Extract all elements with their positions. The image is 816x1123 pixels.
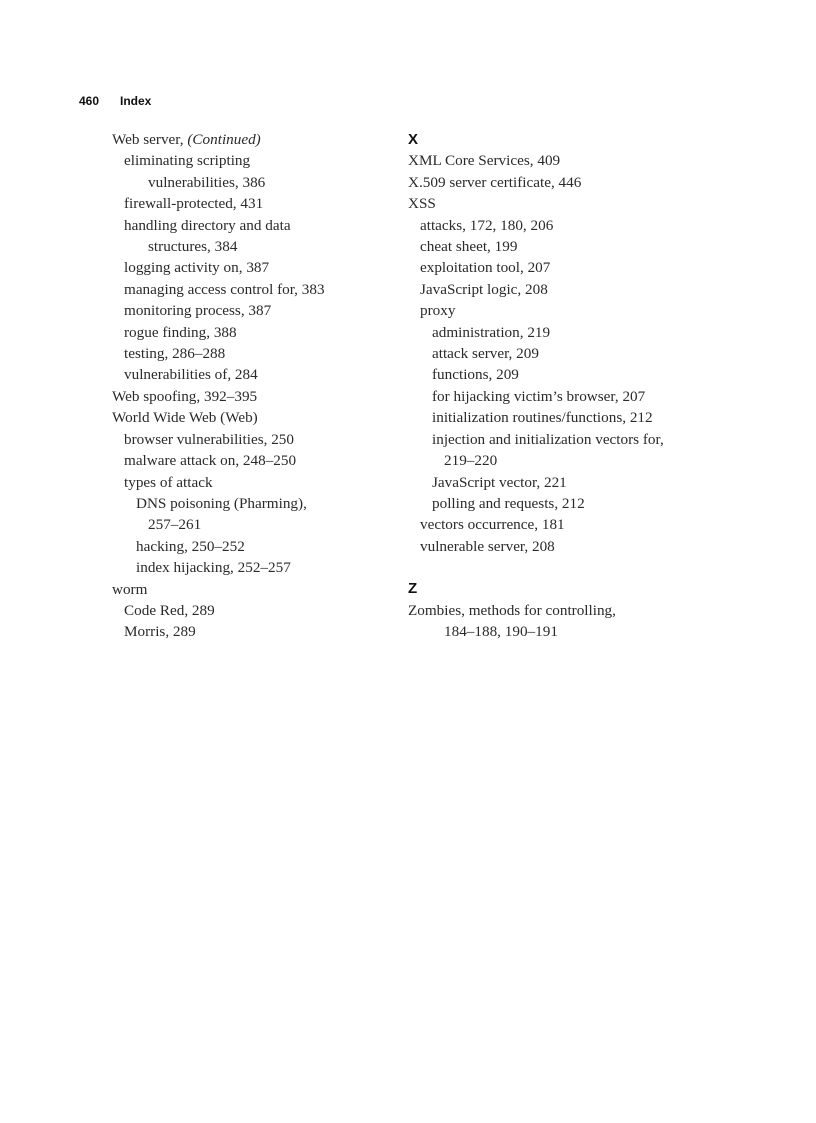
index-entry [112,621,382,642]
page-number: 460 [79,94,100,108]
index-entry-text: worm [112,580,148,598]
index-entry [408,472,708,493]
index-entry-text: eliminating scripting [124,152,251,170]
index-entry [408,236,708,257]
index-entry [112,150,382,171]
index-entry-text: firewall-protected, 431 [124,195,264,213]
index-entry [112,407,382,428]
index-entry [112,279,382,300]
index-entry-text: attacks, 172, 180, 206 [420,216,554,234]
index-entry-text: vulnerable server, 208 [420,537,555,555]
index-entry [408,364,708,385]
index-entry [112,386,382,407]
index-entry [408,172,708,193]
index-letter-heading: X [408,131,419,148]
index-entry-text: functions, 209 [432,366,519,384]
index-entry [408,429,708,450]
index-entry-text: proxy [420,302,456,320]
index-entry [408,536,708,557]
index-entry [408,215,708,236]
index-entry [408,450,708,471]
index-entry [408,493,708,514]
index-entry [408,621,708,642]
index-entry [112,557,382,578]
index-letter-heading: Z [408,580,418,598]
index-entry [112,429,382,450]
index-entry-text: attack server, 209 [432,345,539,363]
index-entry-text: managing access control for, 383 [124,280,325,298]
running-head [79,94,151,108]
index-entry-text: X.509 server certificate, 446 [408,173,582,191]
index-entry-text: handling directory and data [124,216,291,234]
index-entry-text: World Wide Web (Web) [112,409,258,427]
index-entry [112,343,382,364]
index-entry [112,364,382,385]
index-entry-text: Zombies, methods for controlling, [408,601,616,619]
index-entry [408,150,708,171]
index-entry-continued: (Continued) [187,131,261,148]
index-entry-text: JavaScript logic, 208 [420,280,548,298]
z-section-entries [408,600,708,643]
index-entry [112,215,382,236]
index-entry-text: 257–261 [148,516,202,534]
index-entry [112,257,382,278]
index-entry [112,579,382,600]
index-entry-text: testing, 286–288 [124,345,226,363]
index-entry [112,193,382,214]
index-entry-text: 184–188, 190–191 [444,622,558,640]
index-entry-text: 219–220 [444,452,498,470]
index-entry-text: index hijacking, 252–257 [136,559,291,577]
index-entry-text: browser vulnerabilities, 250 [124,430,294,448]
index-entry-text: Morris, 289 [124,623,196,641]
index-entry [408,279,708,300]
index-entry-text: Web spoofing, 392–395 [112,387,258,405]
index-entry [112,300,382,321]
index-entry [112,322,382,343]
index-entry-text: polling and requests, 212 [432,494,585,512]
index-entry [408,257,708,278]
index-entry [408,600,708,621]
index-entry [408,386,708,407]
section-title: Index [120,94,152,108]
index-entry [112,514,382,535]
index-entry [112,472,382,493]
index-entry-text: vectors occurrence, 181 [420,516,565,534]
index-entry-text: for hijacking victim’s browser, 207 [432,387,646,405]
index-entry [112,129,382,150]
index-entry-text: monitoring process, 387 [124,302,272,320]
index-entry [112,600,382,621]
index-entry [112,536,382,557]
index-entry [408,322,708,343]
index-entry [408,300,708,321]
index-entry-text: injection and initialization vectors for, [432,430,664,448]
index-entry-text: cheat sheet, 199 [420,238,518,256]
index-column-right [408,129,708,642]
index-entry-text: XML Core Services, 409 [408,152,561,170]
index-entry-text: exploitation tool, 207 [420,259,551,277]
index-entry [112,236,382,257]
index-entry-text: XSS [408,195,436,213]
index-entry [408,343,708,364]
index-entry-text: types of attack [124,473,213,491]
index-entry-text: malware attack on, 248–250 [124,452,297,470]
index-entry-text: Code Red, 289 [124,601,215,619]
index-entry-text: JavaScript vector, 221 [432,473,567,491]
index-entry-text: initialization routines/functions, 212 [432,409,653,427]
section-gap [408,557,708,578]
index-entry-text: vulnerabilities, 386 [148,173,266,191]
index-entry-text: rogue finding, 388 [124,323,237,341]
index-entry-text: DNS poisoning (Pharming), [136,494,307,512]
index-entry-text: logging activity on, 387 [124,259,270,277]
index-entry-text: hacking, 250–252 [136,537,245,555]
index-entry [408,514,708,535]
index-entry-text: administration, 219 [432,323,551,341]
index-entry-text: vulnerabilities of, 284 [124,366,258,384]
x-section-entries [408,150,708,557]
index-entry-text: Web server, [112,131,188,148]
index-entry [408,407,708,428]
index-column-left [112,129,382,643]
index-entry [112,493,382,514]
index-entry [112,450,382,471]
index-entry [112,172,382,193]
index-entry-text: structures, 384 [148,238,238,256]
index-entry [408,193,708,214]
